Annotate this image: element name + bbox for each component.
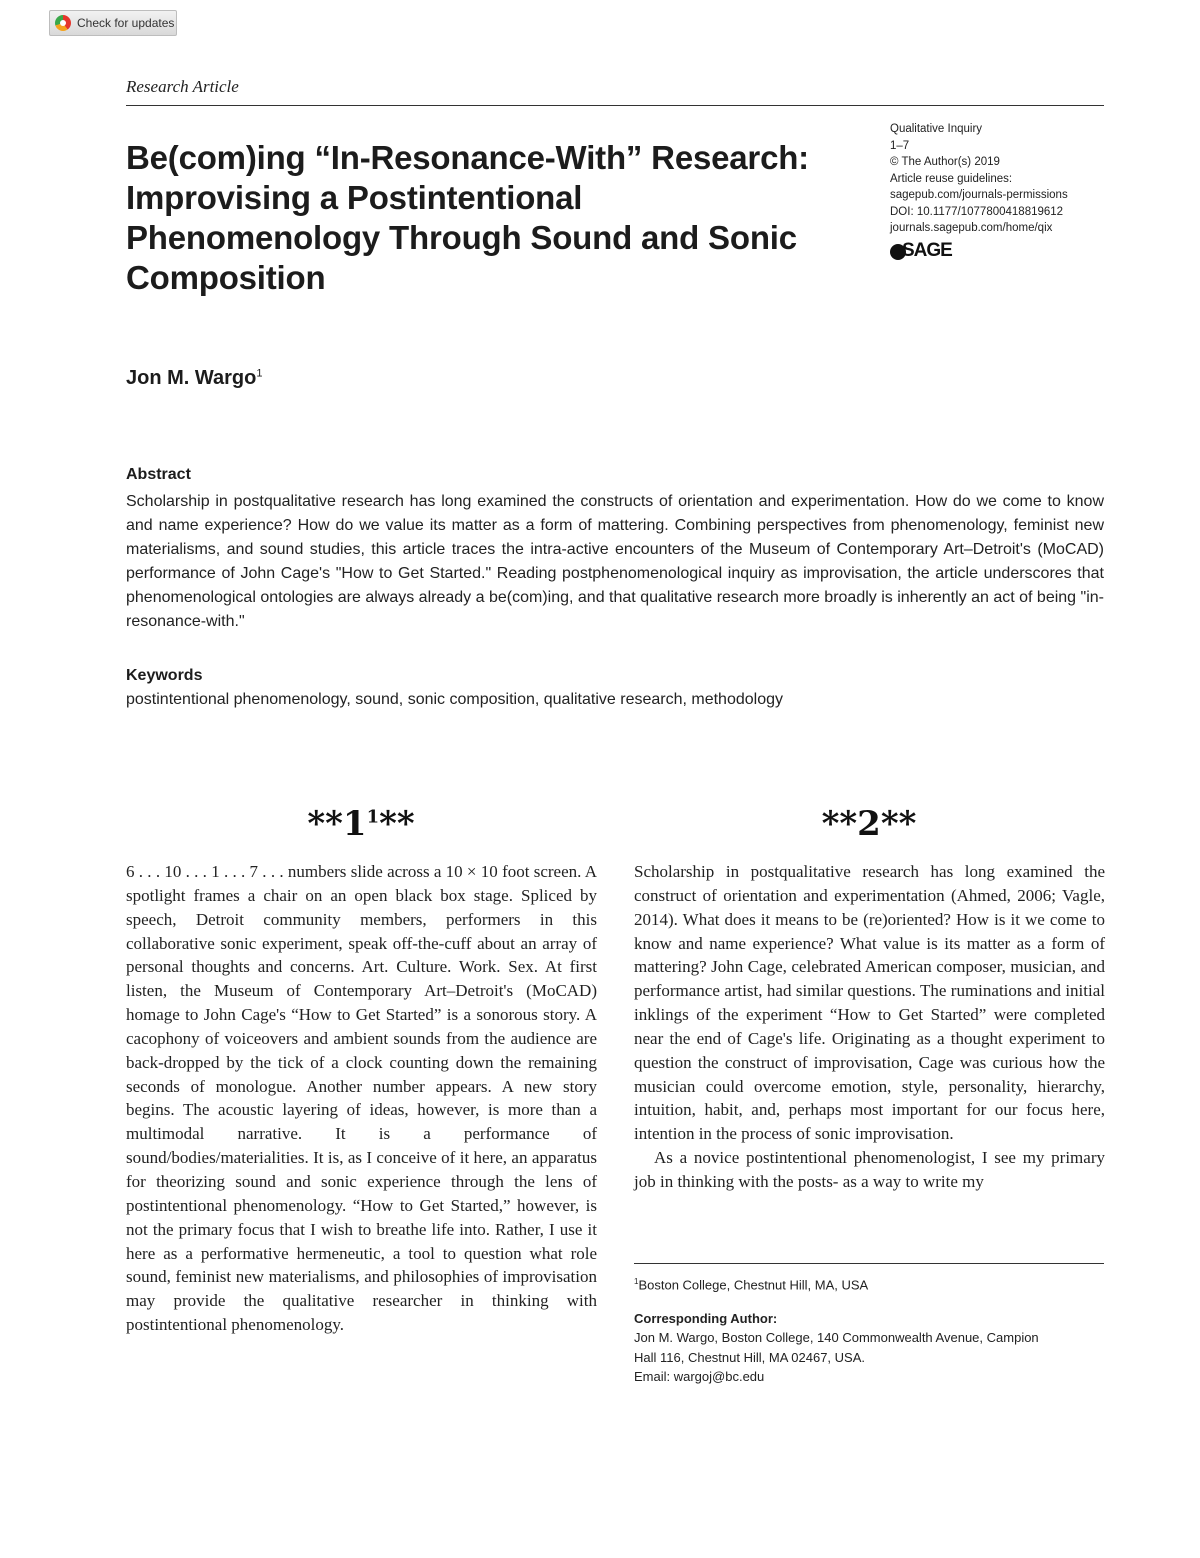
article-title: Be(com)ing “In-Resonance-With” Research: Improvising a Postintentional Phenomenology Through Sound and Sonic Composition [126,139,809,296]
author-name [126,367,263,390]
right-column-paragraph-2: As a novice postintentional phenomenologist, I see my primary job in thinking with the posts- as a way to write my [634,1148,1105,1191]
column-1-heading-mark: 1 [366,806,380,828]
page-range: 1–7 [890,139,910,152]
column-2-heading: **2** [821,804,917,844]
header-divider [126,105,1104,106]
copyright: © The Author(s) 2019 [890,156,1000,168]
reuse-guidelines: Article reuse guidelines: [890,172,1013,185]
affiliation-note-mark: 1 [634,1277,639,1286]
keywords-text: postintentional phenomenology, sound, sonic composition, qualitative research, methodology [126,691,783,708]
journal-metadata [890,121,1110,264]
right-column-body [634,860,1105,1194]
footnote-divider [634,1263,1104,1264]
affiliation-note [634,1272,1104,1295]
check-for-updates-button[interactable] [49,10,177,36]
sage-logo [890,240,1110,264]
journal-name: Qualitative Inquiry [890,123,983,135]
check-for-updates-label: Check for updates [77,16,175,30]
right-column-paragraph-1: Scholarship in postqualitative research has long examined the construct of orientation and experimentation (Ahmed, 2006; Vagle, 2014). What does it means to be (re)oriented? How is it we come to know and name experience? What value is its matter as a form of mattering? John Cage, celebrated American composer, musician, and performance artist, had similar questions. The ruminations and initial inklings of the experiment “How to Get Started” were completed near the end of Cage's life. Originating as a thought experiment to question the construct of improvisation, Cage was curious how the musician could overcome emotion, style, personality, hierarchy, intuition, habit, and, perhaps most important for our focus here, intention in the process of sonic improvisation. [634,862,1105,1144]
reuse-link[interactable]: sagepub.com/journals-permissions [890,189,1068,201]
corresponding-author-label: Corresponding Author: [634,1310,778,1326]
corresponding-author-line-2: Hall 116, Chestnut Hill, MA 02467, USA. [634,1349,865,1365]
column-1-heading-text: **1 [307,804,367,844]
left-column-paragraph: 6 . . . 10 . . . 1 . . . 7 . . . numbers slide across a 10 × 10 foot screen. A spotlight frames a chair on an open black box stage. Spliced by speech, Detroit community members, performers in this collaborative sonic experiment, speak off-the-cuff about an array of personal thoughts and concerns. Art. Culture. Work. Sex. At first listen, the Museum of Contemporary Art–Detroit's (MoCAD) homage to John Cage's “How to Get Started” is a sonorous story. A cacophony of voiceovers and ambient sounds from the audience are back-dropped by the tick of a clock counting down the remaining seconds of monologue. Another number appears. A new story begins. The acoustic layering of ideas, however, is more than a multimodal narrative. It is a performance of sound/bodies/materialities. It is, as I conceive of it here, an apparatus for theorizing sound and sonic experience through the lens of postintentional phenomenology. “How to Get Started,” however, is not the primary focus that I wish to breathe life into. Rather, I use it here as a performative hermeneutic, a tool to question what role sound, feminist new materialisms, and philosophies of improvisation may provide the qualitative researcher in thinking with postintentional phenomenology. [126,862,597,1335]
left-column-body [126,860,597,1337]
corresponding-author-email[interactable]: Email: wargoj@bc.edu [634,1369,765,1385]
column-1-heading [126,804,596,844]
author-affiliation-mark: 1 [256,367,263,380]
publisher-name: SAGE [902,240,952,262]
column-1-heading-tail: ** [379,804,415,844]
abstract-text: Scholarship in postqualitative research has long examined the constructs of orientation and experimentation. How do we come to know and name experience? How do we value its matter as a form of mattering. Combining perspectives from phenomenology, feminist new materialisms, and sound studies, this article traces the intra-active encounters of the Museum of Contemporary Art–Detroit's (MoCAD) performance of John Cage's "How to Get Started." Reading postphenomenological inquiry as improvisation, the article underscores that phenomenological ontologies are always already a be(com)ing, and that qualitative research more broadly is inherently an act of being "in-resonance-with." [126,493,1104,630]
keywords-heading: Keywords [126,667,203,684]
author-name-text: Jon M. Wargo [126,367,257,389]
abstract-heading: Abstract [126,466,191,483]
journal-link[interactable]: journals.sagepub.com/home/qix [890,222,1053,234]
affiliation-text: Boston College, Chestnut Hill, MA, USA [638,1277,869,1293]
crossmark-icon [55,15,71,31]
section-label: Research Article [126,77,239,96]
doi[interactable]: DOI: 10.1177/1077800418819612 [890,205,1064,218]
corresponding-author-line-1: Jon M. Wargo, Boston College, 140 Commonwealth Avenue, Campion [634,1330,1039,1346]
footnotes [634,1272,1104,1387]
